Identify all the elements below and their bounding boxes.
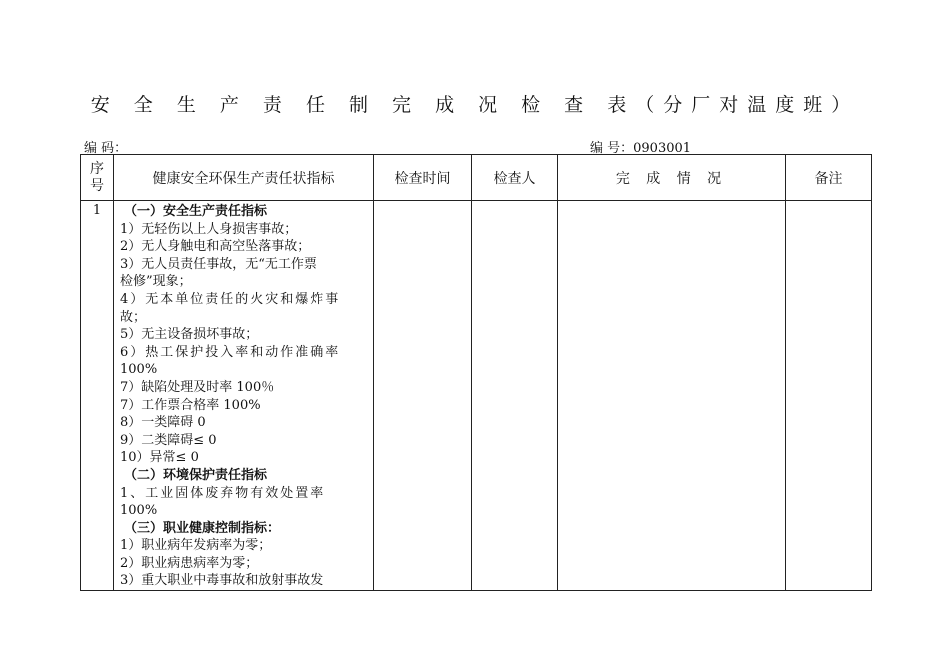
header-seq-line2: 号	[90, 177, 104, 194]
row-status[interactable]	[558, 201, 786, 591]
indicator-line: 10）异常≤ 0	[120, 450, 199, 466]
document-title: 安 全 生 产 责 任 制 完 成 况 检 查 表（分厂对温度班）	[90, 94, 860, 116]
indicator-list	[120, 203, 369, 590]
row-seq: 1	[81, 201, 114, 591]
indicator-line: 3）重大职业中毒事故和放射事故发	[120, 573, 324, 589]
indicator-line: 7）工作票合格率 100%	[120, 397, 261, 413]
indicator-line: 100%	[120, 362, 158, 378]
indicator-line: 6）热工保护投入率和动作准确率	[120, 344, 341, 360]
number-value: 0903001	[633, 141, 692, 156]
number-label: 编 号：	[590, 141, 634, 156]
row-check-time[interactable]	[374, 201, 472, 591]
indicator-line: 8）一类障碍 0	[120, 415, 206, 431]
indicator-line: 检修”现象；	[120, 274, 192, 290]
indicator-line: 2）无人身触电和高空坠落事故；	[120, 239, 311, 255]
header-check-time: 检查时间	[374, 155, 472, 201]
header-remarks: 备注	[786, 155, 872, 201]
header-seq	[81, 155, 114, 201]
header-indicator: 健康安全环保生产责任状指标	[114, 155, 374, 201]
section-heading: （三）职业健康控制指标：	[124, 520, 281, 536]
row-indicators	[114, 201, 374, 591]
code-label: 编 码：	[84, 141, 128, 156]
indicator-line: 1）无轻伤以上人身损害事故；	[120, 221, 298, 237]
indicator-line: 1）职业病年发病率为零；	[120, 538, 272, 554]
inspection-table	[80, 154, 872, 591]
indicator-line: 故；	[120, 309, 147, 325]
header-status: 完 成 情 况	[558, 155, 786, 201]
indicator-line: 1、工业固体废弃物有效处置率	[120, 485, 326, 501]
header-seq-line1: 序	[90, 160, 104, 177]
section-heading: （二）环境保护责任指标	[124, 467, 268, 483]
indicator-line: 7）缺陷处理及时率 100％	[120, 379, 275, 395]
table-row	[81, 201, 872, 591]
header-inspector: 检查人	[472, 155, 558, 201]
row-inspector[interactable]	[472, 201, 558, 591]
indicator-line: 5）无主设备损坏事故；	[120, 327, 259, 343]
indicator-line: 3）无人员责任事故，无“无工作票	[120, 256, 317, 272]
indicator-line: 9）二类障碍≤ 0	[120, 432, 217, 448]
indicator-line: 2）职业病患病率为零；	[120, 555, 259, 571]
row-remarks[interactable]	[786, 201, 872, 591]
indicator-line: 100%	[120, 503, 158, 519]
table-header-row	[81, 155, 872, 201]
section-heading: （一）安全生产责任指标	[124, 204, 268, 219]
indicator-line: 4）无本单位责任的火灾和爆炸事	[120, 291, 341, 307]
